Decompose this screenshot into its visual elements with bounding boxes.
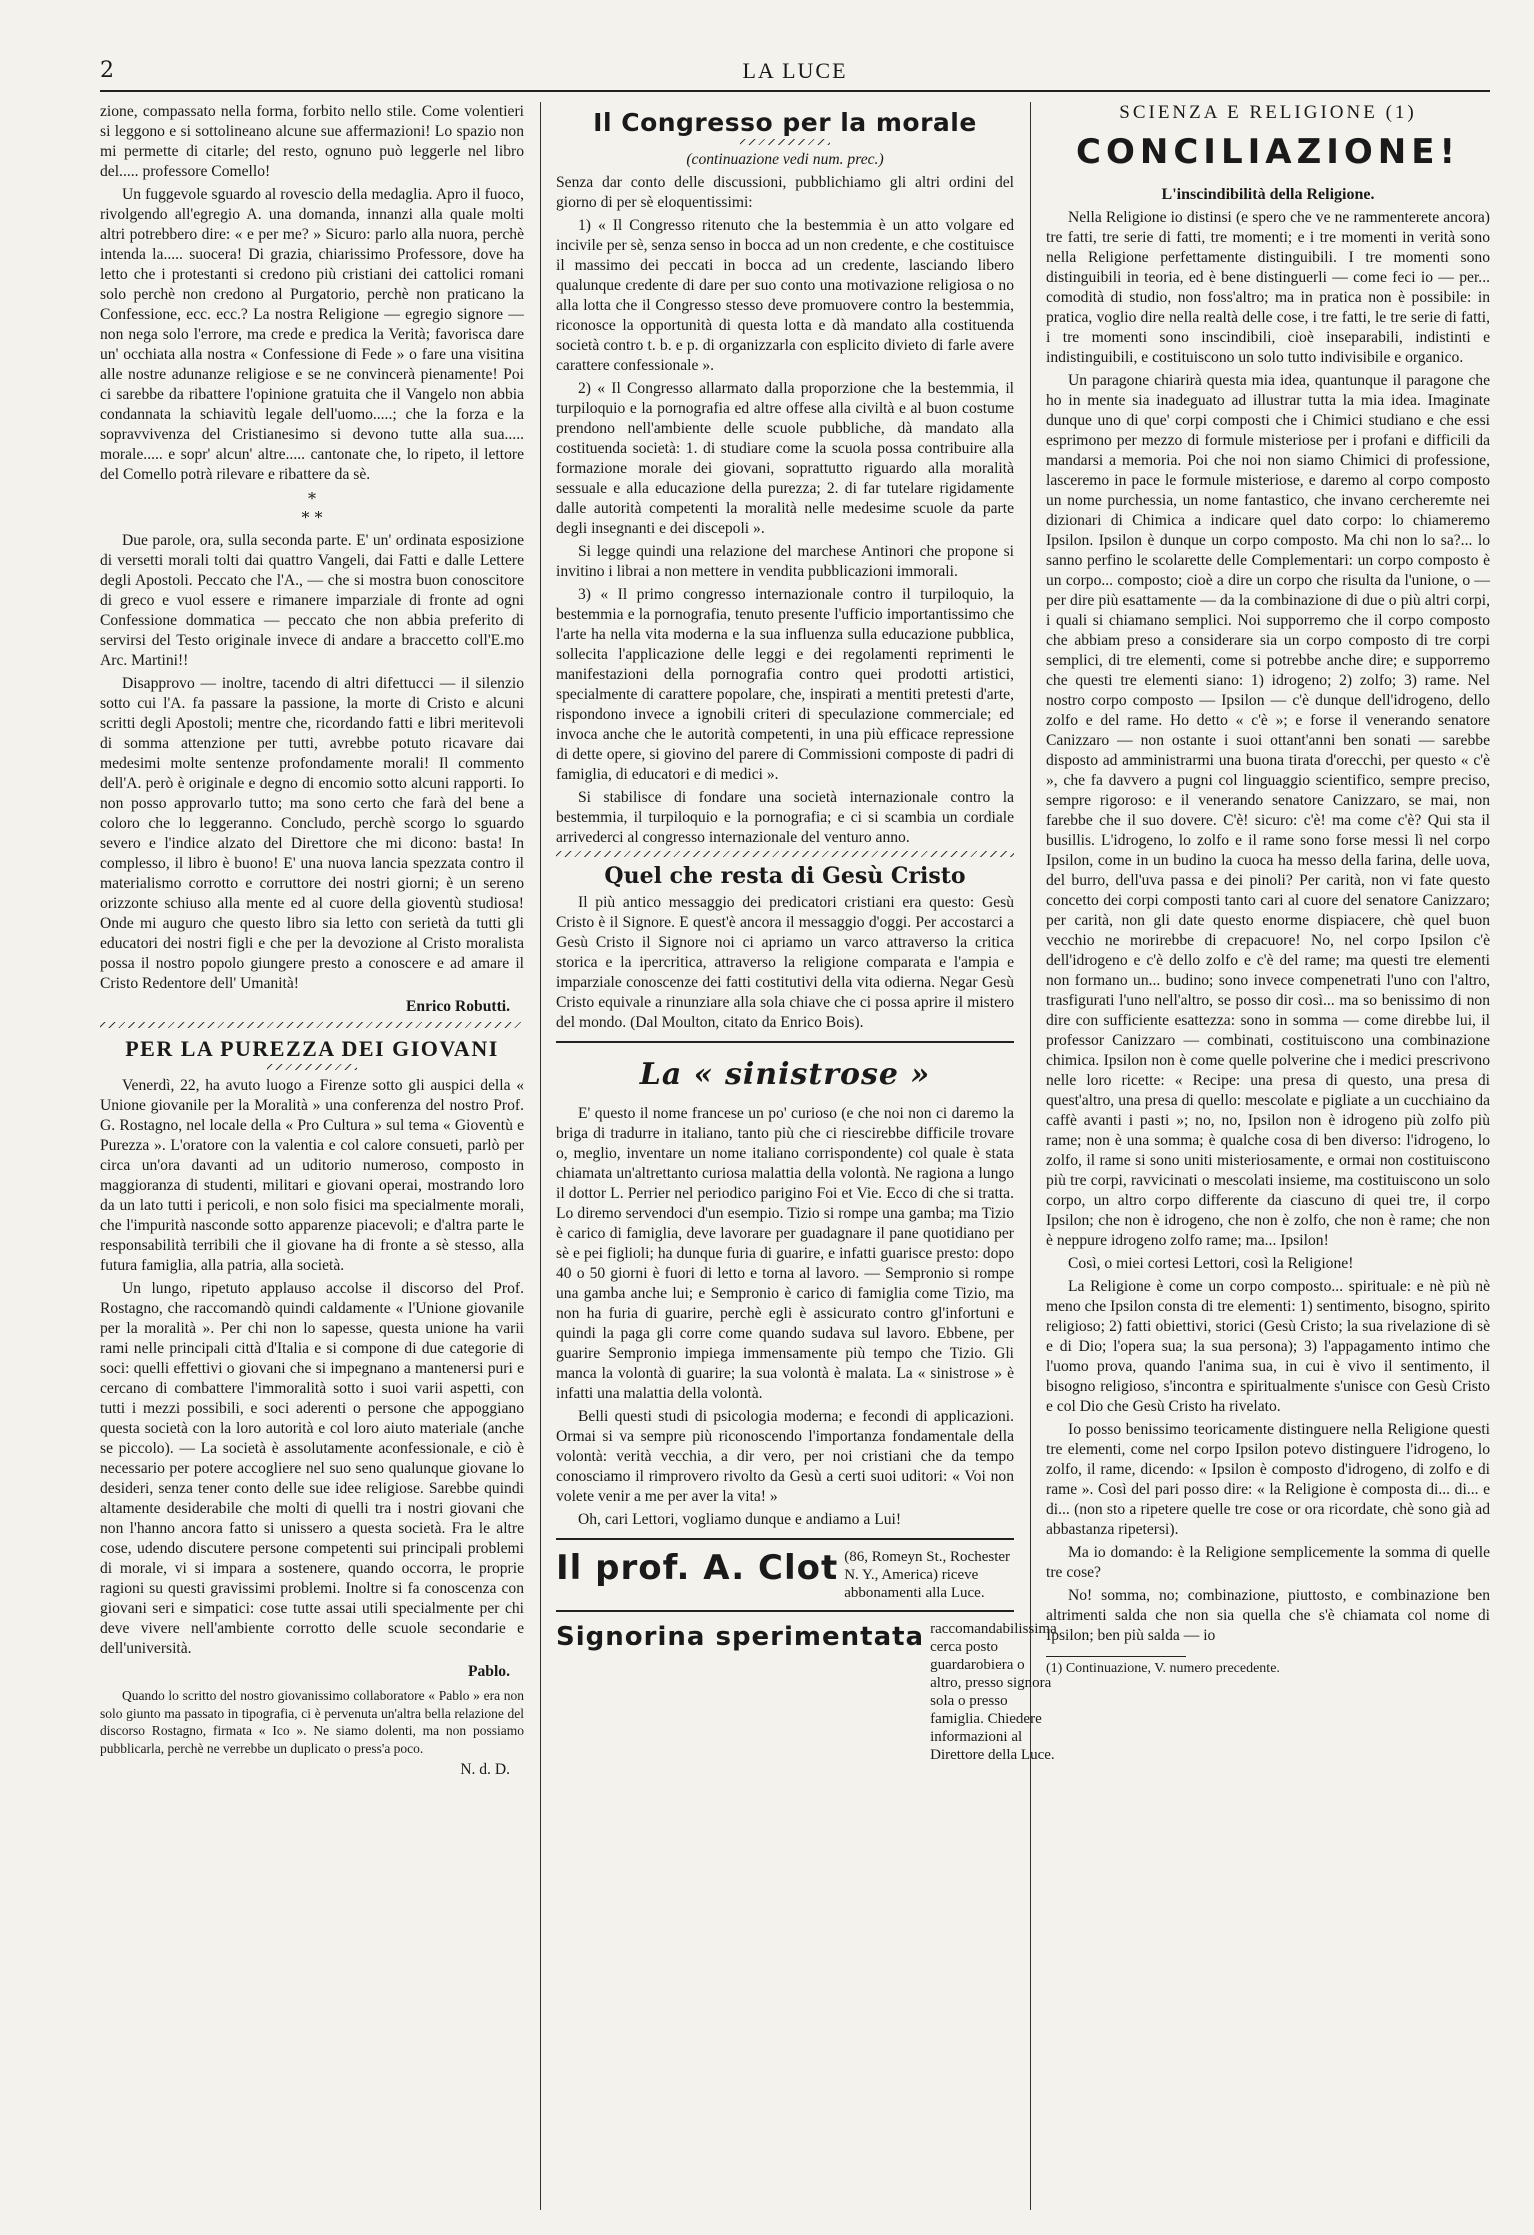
article-paragraph: zione, compassato nella forma, forbito nello stile. Come volentieri si leggono e si sottolineano alcune sue affermazioni! Lo spazio non mi permette di citarle; del resto, ognuno può leggerle nel libro del..... professore Comello! [100, 103, 524, 180]
article-subtitle: (continuazione vedi num. prec.) [686, 151, 884, 168]
article-paragraph: Un lungo, ripetuto applauso accolse il discorso del Prof. Rostagno, che raccomandò quindi caldamente « l'Unione giovanile per la moralità ». Per chi non lo sapesse, questa unione ha varii rami nelle principali città d'Italia e si compone di due categorie di soci: quelli effettivi o giovani che si impegnano a mantenersi puri e cercano di combattere l'immoralità sotto i suoi varii aspetti, con tutti i mezzi possibili, e soci aderenti o persone che appoggiano questa società con la loro autorità e col loro aiuto materiale (anche se piccolo). — La società è assolutamente aconfessionale, e ciò è necessario per potere accogliere nel suo seno qualunque giovane lo desideri, senza tener conto delle sue idee religiose. Sarebbe quindi altamente desiderabile che molti di quelli tra i nostri giovani che non l'hanno ancora fatto si unissero a questa società. Fra le altre cose, udendo discutere persone competenti sui principali problemi di morale, vi si impara a sostenere, quando occorra, le proprie ragioni su questi gravissimi problemi. Inoltre si fa conoscenza con giovani seri e simpatici: cose tutte assai utili specialmente per chi deve vivere nell'ambiente corrotto delle scuole secondarie e dell'università. [100, 1280, 524, 1657]
ad-name: Signorina sperimentata [556, 1622, 925, 1652]
separator-wave [556, 851, 1014, 857]
newspaper-page [100, 50, 1490, 2210]
article-paragraph: E' questo il nome francese un po' curioso (e che noi non ci daremo la briga di tradurre in italiano, tanto più che ci riescirebbe difficile trovare o, meglio, inventare un nome italiano corrispondente) col quale è stata chiamata un'altrettanto curiosa malattia della volontà. Ne ragiona a lungo il dottor L. Perrier nel periodico parigino Foi et Vie. Ecco di che si tratta. Lo diremo servendoci d'un esempio. Tizio si rompe una gamba; ma Tizio è carico di famiglia, deve lavorare per guadagnare il pane quotidiano per sè e pei figlioli; ha dunque furia di guarire, e infatti guarisce presto: dopo 40 o 50 giorni è fuori di letto e torna al lavoro. — Sempronio si rompe una gamba anche lui; e Sempronio è carico di famiglia come Tizio, ma non ha furia di guarire, perchè egli è assicurato contro gl'infortuni e quindi la paga gli corre come quando sudava sul lavoro. Ebbene, per guarire Sempronio impiega immensamente più tempo che Tizio. Gli manca la volontà di guarire; la sua volontà è malata. La « sinistrose » è infatti una malattia della volontà. [556, 1105, 1014, 1402]
article-paragraph: Un paragone chiarirà questa mia idea, quantunque il paragone che ho in mente sia inadeguato ad illustrar tutta la mia idea. Imaginate dunque uno di que' corpi composti che i Chimici studiano e che essi esprimono per mezzo di formule misteriose per i profani e difficili da mandarsi a memoria. Poi che noi non siamo Chimici di professione, lasceremo in pace le formule misteriose, e daremo al corpo composto un nome purchessia, un nome fantastico, che invano cercheremte nei dizionari di Chimica a indicare quel dato corpo: lo chiameremo Ipsilon. Ipsilon è dunque un corpo composto. Ma chi non lo sa?... lo sanno perfino le scolarette delle Complementari: un corpo composto è un corpo... composto; cioè a dire un corpo che risulta da l'unione, o — per dire più esattamente — da la combinazione di due o più altri corpi, i quali si chiamano semplici. Noi supporremo che il corpo composto che abbiam preso a considerare sia un corpo composto di tre corpi semplici, di tre elementi, come si potrebbe anche dire; e supporremo che questi tre elementi siano: 1) idrogeno; 2) zolfo; 3) rame. Nel nostro corpo composto — Ipsilon — c'è dunque dell'idrogeno, dello zolfo e del rame. Ho detto « c'è »; e forse il venerando senatore Canizzaro — non ostante i suoi ottant'anni ben sonati — sarebbe disposto ad amministrarmi una buona tirata d'orecchi, per questo « c'è », che fa davvero a pugni col linguaggio scientifico, sempre preciso, sempre rigoroso: e il venerando senatore Canizzaro, se mai, non farebbe che il suo dovere. C'è! sicuro: c'è! ma come c'è? Qui sta il busillis. L'idrogeno, lo zolfo e il rame sono forse messi lì nel corpo Ipsilon, come in un budino la cuoca ha messo della farina, delle uova, del burro, dell'uva passa e dei pinoli? Per carità, non vi fate questo concetto dei corpi composti tanto cari al cuore del senatore Canizzaro; per carità, non gli date questo enorme dispiacere, chè quel buon vecchio ne morirebbe di crepacuore! No, nel corpo Ipsilon c'è dell'idrogeno e c'è dello zolfo e c'è del rame; ma questi tre elementi non formano un... budino; sono invece compenetrati l'uno con l'altro, trasfigurati l'uno nell'altro, se posso dir così... ma so benissimo di non dire con sufficiente esattezza: sono in somma — come direbbe lui, il professor Canizzaro — combinati, costituiscono una combinazione chimica. Ipsilon non è come quelle polverine che i medici prescrivono nelle loro ricette: « Recipe: una presa di questo, una presa di quest'altro, una presa di quello: mescolate e pigliate a un cucchiaino da caffè avanti i pasti »; no, no, Ipsilon non è idrogeno più zolfo più rame; non è una somma; è qualche cosa di ben diverso: l'idrogeno, lo zolfo, il rame si sono uniti misteriosamente, e ormai non costituiscono più tre corpi, ravvicinati o mescolati insieme, ma costituiscono un solo corpo, un altro corpo differente da ciascuno di quei tre, il corpo Ipsilon; che non è idrogeno, che non è zolfo, che non è rame; che non è neppure idrogeno zolfo rame; ma... Ipsilon! [1046, 372, 1490, 1249]
running-head [100, 50, 1490, 92]
advertisement [556, 1548, 1014, 1602]
article-title: La « sinistrose » [639, 1057, 931, 1092]
article-paragraph: Il più antico messaggio dei predicatori cristiani era questo: Gesù Cristo è il Signore. E quest'è ancora il messaggio d'oggi. Per accostarci a Gesù Cristo il Signore noi ci apriamo un varco attraverso la critica storica e la ipercritica, attraverso la religione comparata e l'ampia e imparziale conoscenze dei fatti costitutivi della vita odierna. Negar Gesù Cristo equivale a rinunziare alla sola chiave che ci possa aprire il mistero del mondo. (Dal Moulton, citato da Enrico Bois). [556, 894, 1014, 1031]
article-paragraph: 2) « Il Congresso allarmato dalla proporzione che la bestemmia, il turpiloquio e la pornografia ed altre offese alla civiltà e al buon costume prendono nell'ambiente delle scuole pubbliche, dà mandato alla costituenda società: 1. di studiare come la scuola possa contribuire alla formazione morale dei giovani, soprattutto riguardo alla moralità sessuale e alla educazione della purezza; 2. di far tutelare rigidamente dalle autorità competenti la moralità nelle medesime scuole da parte degli insegnanti e dei discepoli ». [556, 380, 1014, 537]
title-underline [740, 139, 830, 145]
separator-rule [556, 1538, 1014, 1540]
ad-text: raccomandabilissima cerca posto guardarobiera o altro, presso signora sola o presso famiglia. Chiedere informazioni al Direttore della Luce. [930, 1621, 1057, 1763]
article-title: CONCILIAZIONE! [1076, 132, 1460, 172]
article-paragraph: Si stabilisce di fondare una società internazionale contro la bestemmia, il turpiloquio e la pornografia; e ci si scambia un cordiale arrivederci al congresso internazionale del venturo anno. [556, 789, 1014, 846]
article-title: PER LA PUREZZA DEI GIOVANI [125, 1036, 499, 1061]
column-rule [540, 102, 541, 2210]
column-1 [100, 102, 524, 2210]
footnote: (1) Continuazione, V. numero precedente. [1046, 1661, 1280, 1676]
separator-rule [556, 1610, 1014, 1612]
article-paragraph: Nella Religione io distinsi (e spero che ve ne rammenterete ancora) tre fatti, tre serie di fatti, tre momenti; e i tre momenti in verità sono nella Religione perfettamente distinguibili. I tre momenti sono distinguibili in teoria, ed è bene distinguerli — come feci io — per... comodità di studio, non foss'altro; ma in pratica non è possibile: in pratica, voglio dire nella realtà delle cose, i tre fatti, le tre serie di fatti, i tre momenti sono inscindibili, cioè inseparabili, indistinti e indistinguibili, e costituiscono un solo tutto indivisibile e organico. [1046, 209, 1490, 366]
article-paragraph: No! somma, no; combinazione, piuttosto, e combinazione ben altrimenti salda che non sia quella che s'è chiamata col nome di Ipsilon; ben più salda — io [1046, 1587, 1490, 1644]
separator-wave [100, 1022, 524, 1028]
column-3 [1046, 102, 1490, 2210]
editor-note-signature: N. d. D. [460, 1761, 510, 1778]
ad-text: (86, Romeyn St., Rochester N. Y., America) riceve abbonamenti alla Luce. [844, 1549, 1011, 1601]
article-subtitle: L'inscindibilità della Religione. [1161, 186, 1375, 203]
columns [100, 102, 1490, 2210]
article-paragraph: Io posso benissimo teoricamente distinguere nella Religione questi tre elementi, come nel corpo Ipsilon potevo distinguere l'idrogeno, lo zolfo, il rame, dicendo: « Ipsilon è composto d'idrogeno, di zolfo e di rame ». Così del pari posso dire: « la Religione è composta di... di... e di... (non sto a ripetere quelle tre cose or ora ricordate, chè sono già ad abbastanza ripetersi). [1046, 1421, 1490, 1538]
article-paragraph: Oh, cari Lettori, vogliamo dunque e andiamo a Lui! [578, 1511, 902, 1528]
signature: Pablo. [467, 1663, 510, 1680]
article-paragraph: Venerdì, 22, ha avuto luogo a Firenze sotto gli auspici della « Unione giovanile per la Moralità » una conferenza del nostro Prof. G. Rostagno, nel locale della « Pro Cultura » sul tema « Gioventù e Purezza ». L'oratore con la valentia e col calore consueti, parlò per circa un'ora davanti ad un uditorio numeroso, composto in maggioranza di studenti, militari e giovani operai, mostrando loro da un lato tutti i pericoli, e non solo fisici ma specialmente morali, che l'impurità nasconde sotto apparenze piacevoli; e d'altra parte le responsabilità terribili che il giovane ha di fronte a sè stesso, alla futura famiglia, alla patria, alla società. [100, 1077, 524, 1274]
article-title: Quel che resta di Gesù Cristo [604, 863, 966, 889]
column-2 [556, 102, 1057, 2210]
article-paragraph: Si legge quindi una relazione del marchese Antinori che propone si invitino i librai a non mettere in vendita pubblicazioni immorali. [556, 543, 1014, 580]
article-paragraph: Senza dar conto delle discussioni, pubblichiamo gli altri ordini del giorno di per sè eloquentissimi: [556, 174, 1014, 211]
article-paragraph: 1) « Il Congresso ritenuto che la bestemmia è un atto volgare ed incivile per sè, senza senso in bocca ad un non credente, e che costituisce il massimo dei peccati in bocca ad un credente, lasciando libero qualunque credente di dare per suo conto una motivazione religiosa o no alla lotta che il Congresso stesso deve promuovere contro la bestemmia, riconosce la opportunità di questa lotta e dà mandato alla costituenda società contro t. b. e p. di organizzarla con esplicito divieto di farle avere carattere confessionale ». [556, 217, 1014, 374]
ad-name: Il prof. A. Clot [556, 1548, 839, 1588]
article-paragraph: Belli questi studi di psicologia moderna; e fecondi di applicazioni. Ormai si va sempre più riconoscendo l'importanza fondamentale della volontà: verità vecchia, a dir vero, per noi cristiani che da tempo conosciamo il rimprovero rivolto da Gesù a certi suoi uditori: « Voi non volete venir a me per aver la vita! » [556, 1408, 1014, 1505]
article-paragraph: Un fuggevole sguardo al rovescio della medaglia. Apro il fuoco, rivolgendo all'egregio A. una domanda, innanzi alla quale molti altri potrebbero dire: « e per me? » Sicuro: parlo alla nuora, perchè intenda la..... suocera! Di grazia, chiarissimo Professore, dove ha letto che i protestanti si credono più cristiani dei cattolici romani solo perchè non credono al Purgatorio, perchè non praticano la Confessione, ecc. ecc.? La nostra Religione — egregio signore — non nega solo l'errore, ma crede e predica la Verità; favorisca dare un' occhiata alla nostra « Confessione di Fede » o fare una visitina alle nostre adunanze religiose e se ne convincerà pienamente! Poi ci sarebbe da ribattere l'opinione gratuita che il Vangelo non abbia condannata la schiavitù legale dell'uomo.....; che la forza e la sopravvivenza del Cristianesimo si devono tutte alla sua..... morale..... e sopr' alcun' altre..... cantonate che, lo ripeto, il lettore del Comello potrà rilevare e ribattere da sè. [100, 186, 524, 483]
section-kicker: SCIENZA E RELIGIONE (1) [1119, 102, 1417, 123]
title-underline [267, 1064, 357, 1070]
article-title: Il Congresso per la morale [593, 108, 977, 137]
article-paragraph: La Religione è come un corpo composto... spirituale: e nè più nè meno che Ipsilon consta di tre elementi: 1) sentimento, bisogno, spirito religioso; 2) fatti obiettivi, storici (Gesù Cristo; la sua rivelazione di sè e di Dio; l'opera sua; la sua persona); 3) l'appagamento intimo che l'uomo prova, quando l'anima sua, in cui è vivo il sentimento, il bisogno religioso, s'incontra e spiritualmente s'unisce con Gesù Cristo e col Dio che Gesù Cristo ha rivelato. [1046, 1278, 1490, 1415]
article-paragraph: Ma io domando: è la Religione semplicemente la somma di quelle tre cose? [1046, 1544, 1490, 1581]
article-paragraph: Così, o miei cortesi Lettori, così la Religione! [1068, 1255, 1354, 1272]
article-paragraph: Disapprovo — inoltre, tacendo di altri difettucci — il silenzio sotto cui l'A. fa passare la passione, la morte di Cristo e alcuni scritti degli Apostoli; mentre che, ricordando fatti e libri meritevoli di somma attenzione per tutti, avrebbe potuto ricavare dai medesimi molte sentenze profondamente morali! Il commento dell'A. però è originale e degno di encomio sotto alcuni rapporti. Io non posso approvarlo tutto; ma sono certo che farà del bene a coloro che lo leggeranno. Concludo, perchè scorgo lo sguardo severo e l'indice alzato del Direttore che mi dicono: basta! In complesso, il libro è buono! E' una nuova lancia spezzata contro il materialismo corrotto e corruttore dei nostri giorni; è un sereno orizzonte schiuso alla mente ed al cuore della gioventù studiosa! Onde mi auguro che questo libro sia letto con serietà da tutti gli educatori dei nostri figli e che per la devozione al Cristo moralista possa il nostro popolo giungere presto a conoscere e ad amare il Cristo Redentore dell' Umanità! [100, 675, 524, 992]
article-paragraph: Due parole, ora, sulla seconda parte. E' un' ordinata esposizione di versetti morali tolti dai quattro Vangeli, dai Fatti e dalle Lettere degli Apostoli. Peccato che l'A., — che si mostra buon conoscitore di greco e vuol essere e rimanere imparziale di fronte ad ogni Confessione dommatica — peccato che non abbia preferito di servirsi del Testo originale invece di andare a braccetto coll'E.mo Arc. Martini!! [100, 532, 524, 669]
editor-note: Quando lo scritto del nostro giovanissimo collaboratore « Pablo » era non solo giunto ma passato in tipografia, ci è pervenuta un'altra bella relazione del discorso Rostagno, firmata « Ico ». Ne siamo dolenti, ma non possiamo pubblicarla, perchè ne verrebbe un duplicato o press'a poco. [100, 1688, 524, 1756]
page-number: 2 [100, 58, 115, 83]
separator-rule [556, 1041, 1014, 1043]
column-rule [1030, 102, 1031, 2210]
advertisement [556, 1620, 1057, 1764]
article-paragraph: 3) « Il primo congresso internazionale contro il turpiloquio, la bestemmia e la pornografia, tenuto presente l'ufficio importantissimo che l'arte ha nella vita moderna e la sua influenza sulla educazione pubblica, sollecita l'applicazione delle leggi e dei regolamenti reprimenti le manifestazioni della pornografia contro quei prodotti artistici, specialmente di carattere popolare, che, inspirati a mentiti pretesti d'arte, rispondono invece a ignobili criteri di speculazione commerciale; ed invoca anche che le autorità competenti, in una più efficace repressione di dette opere, si giovino del parere di Commissioni composte di padri di famiglia, di educatori e di medici ». [556, 586, 1014, 783]
masthead: LA LUCE [742, 58, 848, 83]
section-stars: * * * [301, 489, 323, 527]
signature: Enrico Robutti. [406, 998, 510, 1015]
footnote-rule [1046, 1656, 1186, 1657]
